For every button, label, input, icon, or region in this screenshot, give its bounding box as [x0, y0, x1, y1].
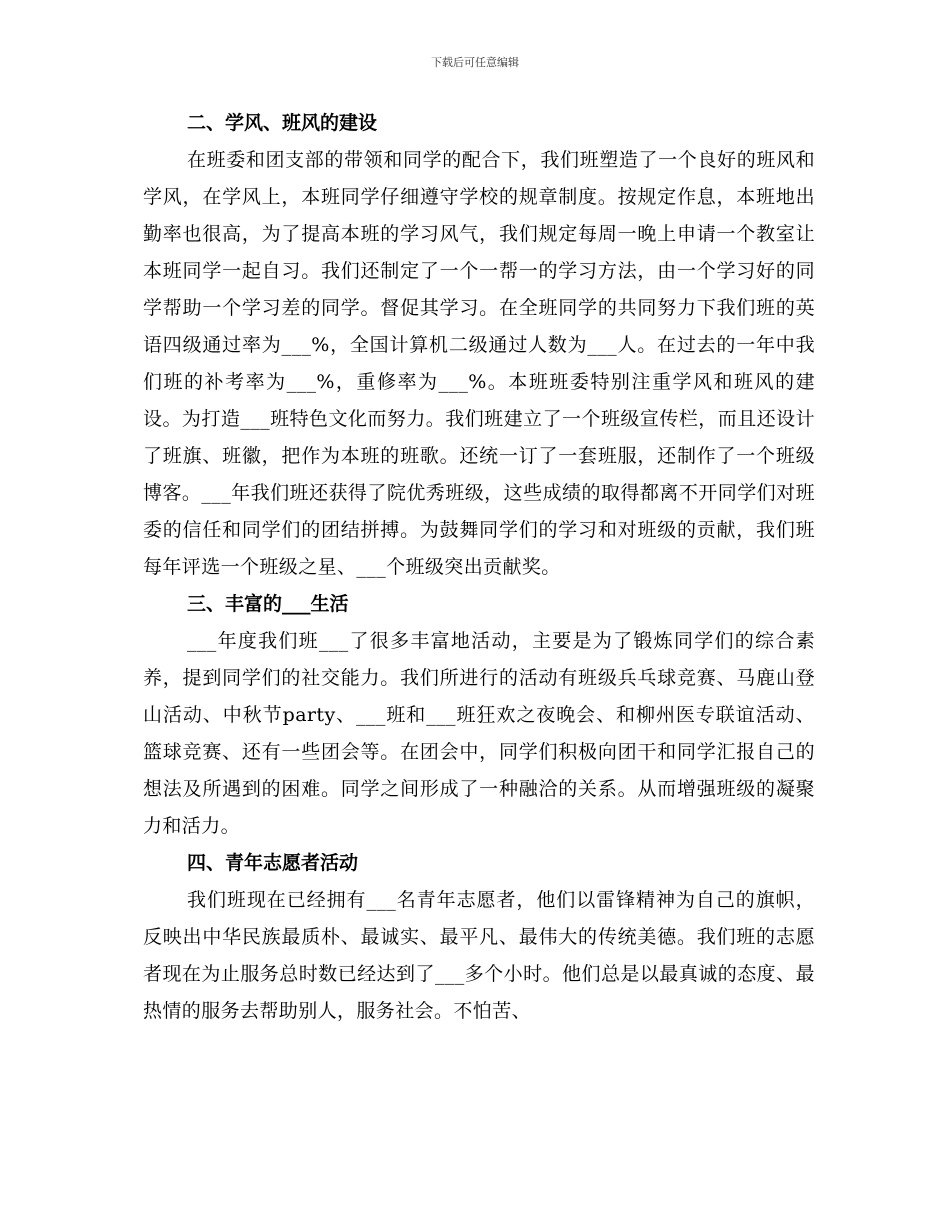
section-paragraph: ___年度我们班___了很多丰富地活动，主要是为了锻炼同学们的综合素养，提到同学们的社交能力。我们所进行的活动有班级兵乓球竞赛、马鹿山登山活动、中秋节party、___班和___班狂欢之夜晚会、和柳州医专联谊活动、篮球竞赛、还有一些团会等。在团会中，同学们积极向团干和同学汇报自己的想法及所遇到的困难。同学之间形成了一种融洽的关系。从而增强班级的凝聚力和活力。 — [143, 630, 815, 837]
section-study-style — [143, 105, 815, 586]
document-body — [143, 105, 815, 1030]
section-rich-life — [143, 586, 815, 845]
section-paragraph: 在班委和团支部的带领和同学的配合下，我们班塑造了一个良好的班风和学风，在学风上，本班同学仔细遵守学校的规章制度。按规定作息，本班地出勤率也很高，为了提高本班的学习风气，我们规定每周一晚上申请一个教室让本班同学一起自习。我们还制定了一个一帮一的学习方法，由一个学习好的同学帮助一个学习差的同学。督促其学习。在全班同学的共同努力下我们班的英语四级通过率为___%，全国计算机二级通过人数为___人。在过去的一年中我们班的补考率为___%，重修率为___%。本班班委特别注重学风和班风的建设。为打造___班特色文化而努力。我们班建立了一个班级宣传栏，而且还设计了班旗、班徽，把作为本班的班歌。还统一订了一套班服，还制作了一个班级博客。___年我们班还获得了院优秀班级，这些成绩的取得都离不开同学们对班委的信任和同学们的团结拼搏。为鼓舞同学们的学习和对班级的贡献，我们班每年评选一个班级之星、___个班级突出贡献奖。 — [143, 149, 815, 578]
section-heading: 四、青年志愿者活动 — [187, 852, 359, 874]
section-heading: 三、丰富的___生活 — [187, 593, 349, 615]
page-header-note: 下载后可任意编辑 — [431, 56, 519, 69]
section-volunteer — [143, 845, 815, 1030]
section-paragraph: 我们班现在已经拥有___名青年志愿者，他们以雷锋精神为自己的旗帜，反映出中华民族最质朴、最诚实、最平凡、最伟大的传统美德。我们班的志愿者现在为止服务总时数已经达到了___多个小时。他们总是以最真诚的态度、最热情的服务去帮助别人，服务社会。不怕苦、 — [143, 889, 815, 1022]
section-heading: 二、学风、班风的建设 — [187, 112, 378, 134]
